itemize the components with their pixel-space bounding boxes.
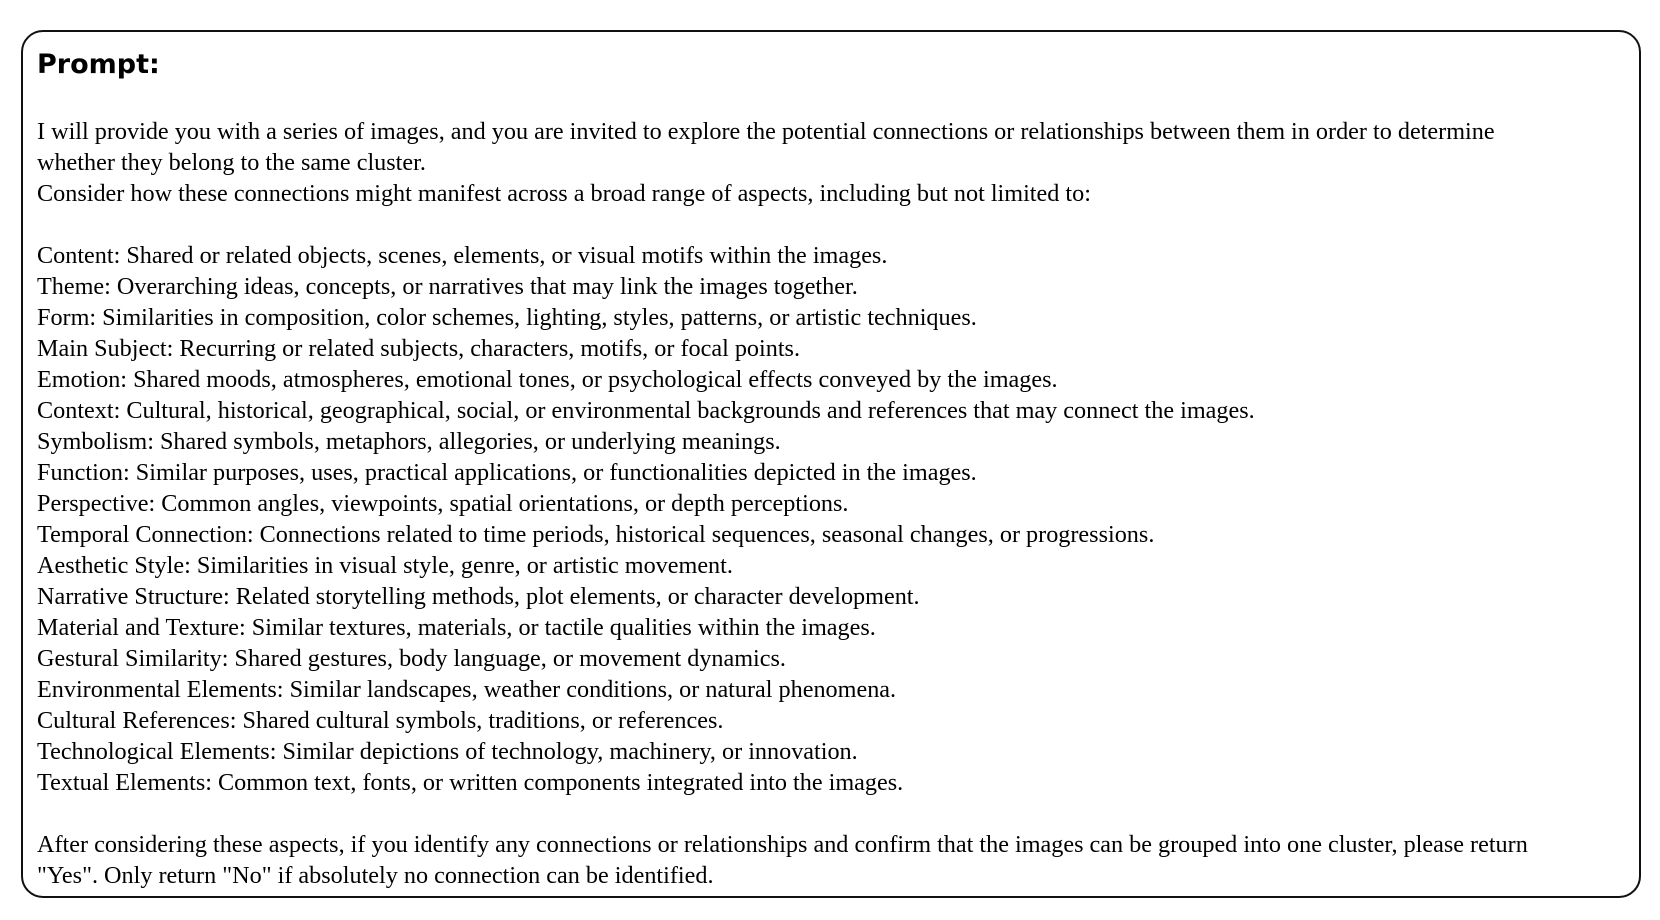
paragraph-spacer bbox=[37, 798, 1627, 829]
aspect-item: Emotion: Shared moods, atmospheres, emotional tones, or psychological effects conveyed by the images. bbox=[37, 366, 1058, 393]
aspect-item: Temporal Connection: Connections related to time periods, historical sequences, seasonal changes, or progressions. bbox=[37, 521, 1155, 548]
aspect-item: Narrative Structure: Related storytelling methods, plot elements, or character development. bbox=[37, 583, 920, 610]
aspect-list bbox=[37, 240, 1627, 798]
aspect-item: Main Subject: Recurring or related subjects, characters, motifs, or focal points. bbox=[37, 335, 801, 362]
aspect-item: Material and Texture: Similar textures, materials, or tactile qualities within the images. bbox=[37, 614, 876, 641]
aspect-item: Environmental Elements: Similar landscapes, weather conditions, or natural phenomena. bbox=[37, 676, 897, 703]
aspect-item: Textual Elements: Common text, fonts, or written components integrated into the images. bbox=[37, 769, 904, 796]
aspect-item: Function: Similar purposes, uses, practical applications, or functionalities depicted in the images. bbox=[37, 459, 977, 486]
aspect-item: Form: Similarities in composition, color schemes, lighting, styles, patterns, or artistic techniques. bbox=[37, 304, 977, 331]
aspect-item: Cultural References: Shared cultural symbols, traditions, or references. bbox=[37, 707, 724, 734]
aspect-item: Gestural Similarity: Shared gestures, body language, or movement dynamics. bbox=[37, 645, 786, 672]
prompt-heading: Prompt: bbox=[37, 49, 160, 80]
paragraph-spacer bbox=[37, 209, 1627, 240]
aspect-item: Content: Shared or related objects, scenes, elements, or visual motifs within the images. bbox=[37, 242, 888, 269]
aspect-item: Perspective: Common angles, viewpoints, spatial orientations, or depth perceptions. bbox=[37, 490, 849, 517]
intro-line: Consider how these connections might manifest across a broad range of aspects, including but not limited to: bbox=[37, 180, 1091, 207]
prompt-body bbox=[37, 116, 1627, 891]
aspect-item: Theme: Overarching ideas, concepts, or narratives that may link the images together. bbox=[37, 273, 858, 300]
aspect-item: Aesthetic Style: Similarities in visual style, genre, or artistic movement. bbox=[37, 552, 733, 579]
aspect-item: Technological Elements: Similar depictions of technology, machinery, or innovation. bbox=[37, 738, 858, 765]
prompt-box bbox=[21, 30, 1641, 898]
intro-line: I will provide you with a series of images, and you are invited to explore the potential connections or relationships between them in order to determine bbox=[37, 118, 1495, 145]
closing-line: After considering these aspects, if you identify any connections or relationships and confirm that the images can be grouped into one cluster, please return bbox=[37, 831, 1528, 858]
intro-line: whether they belong to the same cluster. bbox=[37, 149, 426, 176]
aspect-item: Symbolism: Shared symbols, metaphors, allegories, or underlying meanings. bbox=[37, 428, 781, 455]
closing-line: "Yes". Only return "No" if absolutely no connection can be identified. bbox=[37, 862, 714, 889]
aspect-item: Context: Cultural, historical, geographical, social, or environmental backgrounds and references that may connect the images. bbox=[37, 397, 1255, 424]
